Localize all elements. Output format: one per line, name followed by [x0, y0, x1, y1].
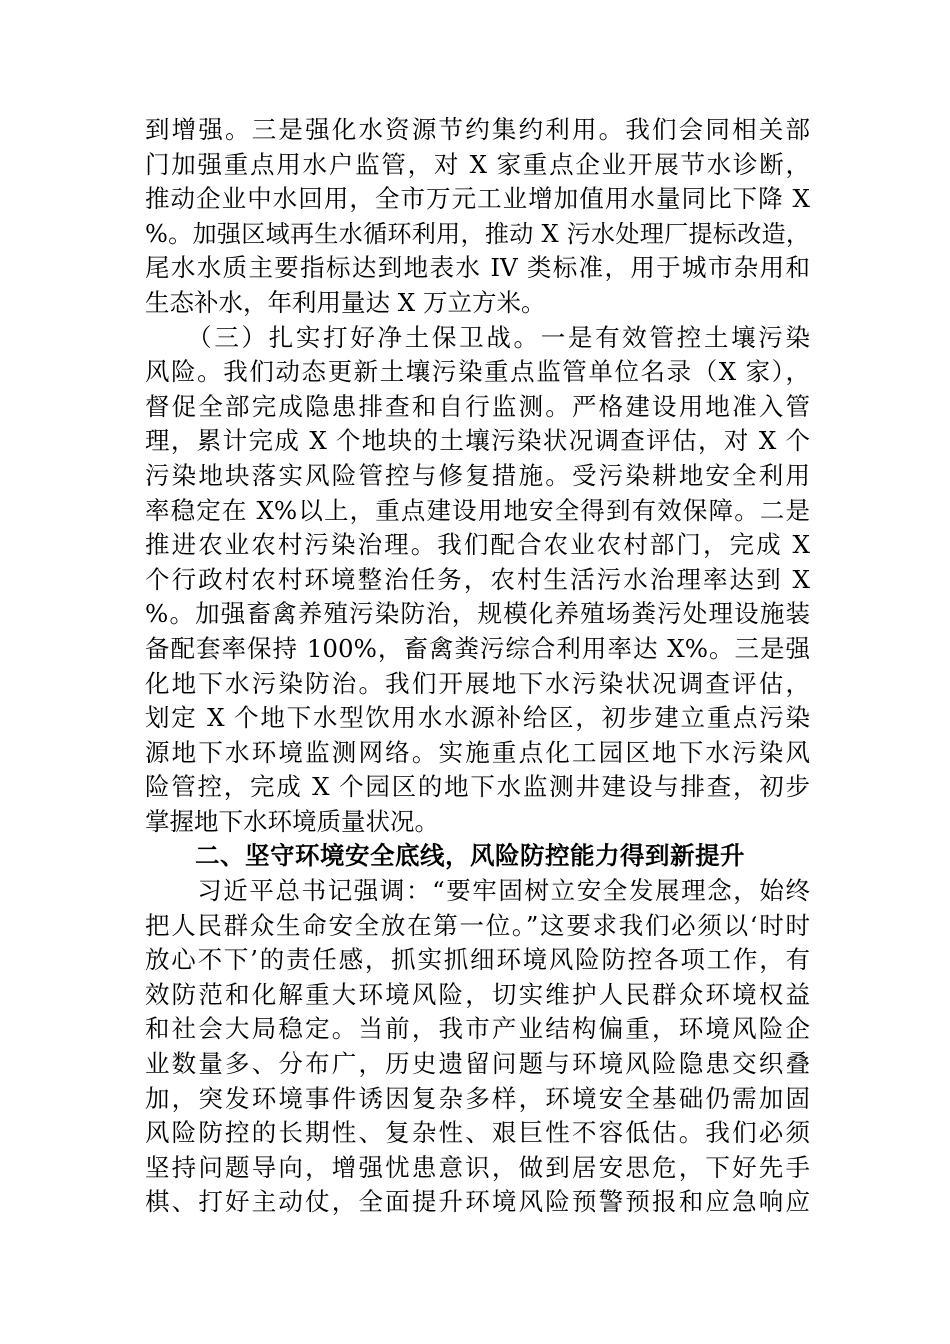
document-body [145, 113, 810, 1220]
text-line: 备配套率保持 100%，畜禽粪污综合利用率达 X%。三是强 [145, 633, 810, 663]
text-line: %。加强区域再生水循环利用，推动 X 污水处理厂提标改造， [145, 219, 810, 248]
text-line: 风险。我们动态更新土壤污染重点监管单位名录（X 家）， [145, 357, 810, 387]
text-line: 加，突发环境事件诱因复杂多样，环境安全基础仍需加固 [145, 1083, 810, 1113]
text-line: 生态补水，年利用量达 X 万立方米。 [145, 287, 546, 317]
text-line: 个行政村农村环境整治任务，农村生活污水治理率达到 X [145, 564, 810, 594]
text-line: 督促全部完成隐患排查和自行监测。严格建设用地准入管 [145, 391, 810, 421]
text-line: 到增强。三是强化水资源节约集约利用。我们会同相关部 [145, 115, 810, 144]
text-line: 棋、打好主动仗，全面提升环境风险预警预报和应急响应 [145, 1187, 810, 1217]
text-line: 习近平总书记强调：“要牢固树立安全发展理念，始终 [145, 876, 810, 906]
text-line: 推动企业中水回用，全市万元工业增加值用水量同比下降 X [145, 184, 810, 214]
text-line: 险管控，完成 X 个园区的地下水监测井建设与排查，初步 [145, 772, 810, 802]
text-line: 掌握地下水环境质量状况。 [145, 806, 439, 836]
text-line: 把人民群众生命安全放在第一位。”这要求我们必须以‘时时 [145, 910, 810, 940]
text-line: 门加强重点用水户监管，对 X 家重点企业开展节水诊断， [145, 149, 810, 179]
text-line: 尾水水质主要指标达到地表水 IV 类标准，用于城市杂用和 [145, 253, 810, 283]
text-line: 推进农业农村污染治理。我们配合农业农村部门，完成 X [145, 530, 810, 560]
text-line: 风险防控的长期性、复杂性、艰巨性不容低估。我们必须 [145, 1118, 810, 1148]
text-line: 率稳定在 X%以上，重点建设用地安全得到有效保障。二是 [145, 495, 810, 525]
text-line: 理，累计完成 X 个地块的土壤污染状况调查评估，对 X 个 [145, 426, 810, 456]
text-line: 和社会大局稳定。当前，我市产业结构偏重，环境风险企 [145, 1014, 810, 1044]
text-line: 划定 X 个地下水型饮用水水源补给区，初步建立重点污染 [145, 703, 810, 733]
section-heading: 二、坚守环境安全底线，风险防控能力得到新提升 [145, 841, 745, 871]
text-line: 业数量多、分布广，历史遗留问题与环境风险隐患交织叠 [145, 1049, 810, 1079]
text-line: 效防范和化解重大环境风险，切实维护人民群众环境权益 [145, 979, 810, 1009]
text-line: 源地下水环境监测网络。实施重点化工园区地下水污染风 [145, 737, 810, 767]
text-line: 化地下水污染防治。我们开展地下水污染状况调查评估， [145, 668, 810, 698]
text-line: （三）扎实打好净土保卫战。一是有效管控土壤污染 [145, 322, 810, 352]
text-line: %。加强畜禽养殖污染防治，规模化养殖场粪污处理设施装 [145, 599, 810, 629]
text-line: 污染地块落实风险管控与修复措施。受污染耕地安全利用 [145, 460, 810, 490]
text-line: 放心不下’的责任感，抓实抓细环境风险防控各项工作，有 [145, 945, 810, 975]
text-line: 坚持问题导向，增强忧患意识，做到居安思危，下好先手 [145, 1152, 810, 1182]
